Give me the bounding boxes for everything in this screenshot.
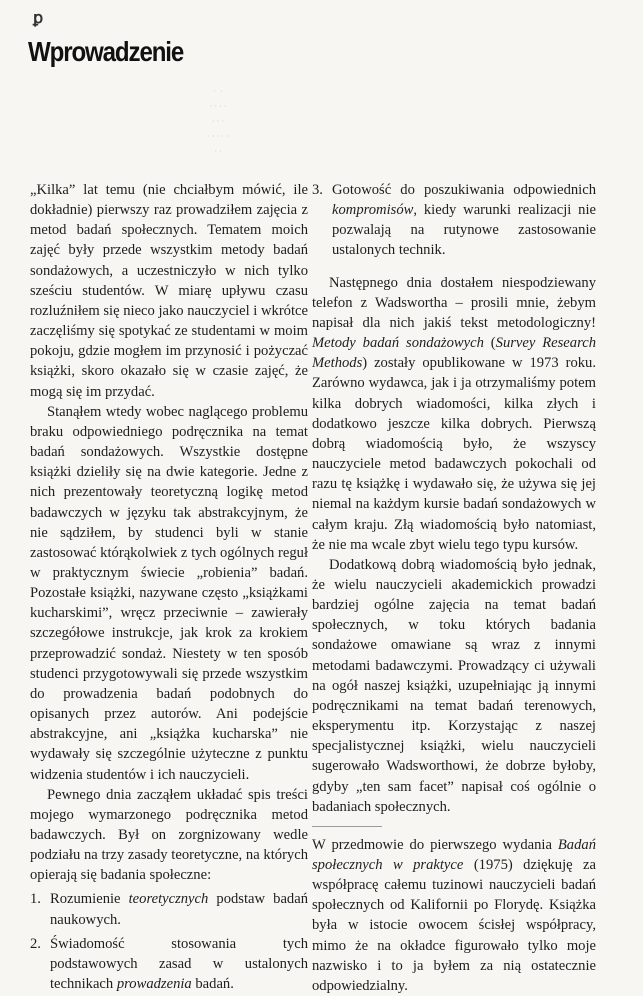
book-title-en: Survey Research Methods [312,335,596,372]
book-title: Badań społecznych w praktyce [312,836,596,873]
paragraph-3: Pewnego dnia zacząłem układać spis treści mojego wymarzonego podręcznika metod badawczych. Był on zorgnizowany wedle podziału na trzy zasady teoretyczne, na których opierają się badania społeczne: [30,786,308,884]
bleed-through-artifact: · · · · · · · · · · · · · · · · [207,87,229,156]
principles-list [30,889,308,994]
list-emphasis: teoretycznych [128,891,209,908]
principles-list-continued [312,180,596,261]
paragraph-5: Dodatkową dobrą wiadomością było jednak, że wielu nauczycieli akademickich prowadzi bardziej ogólne zajęcia na temat badań społecznych, w toku których badania sondażowe omawiane są wraz z innymi metodami badawczymi. Prowadzący ci używali na ogół naszej książki, uzupełniając ją innymi podręcznikami na temat badań terenowych, eksperymentu itp. Korzystając z naszej specjalistycznej książki, wielu nauczycieli sugerowało Wadsworthowi, że dobrze byłoby, gdyby „ten sam facet” napisał coś ogólnie o badaniach społecznych. [312,556,596,815]
paragraph-1: „Kilka” lat temu (nie chciałbym mówić, ile dokładnie) pierwszy raz prowadziłem zajęcia z metod badań społecznych. Tematem moich zajęć były przede wszystkim metody badań sondażowych, a uczestniczyło w nich tylko sześciu studentów. W miarę upływu czasu rozluźniłem się nieco jako nauczyciel i wkrótce zaczęliśmy się spotykać ze studentami w moim pokoju, gdzie mogłem im przynosić i pożyczać książki, skoro okazało się w czasie zajęć, że mogą się im przydać. [30,182,308,400]
list-text: podstaw badań naukowych. [50,891,308,928]
list-item-2 [30,934,308,994]
paragraph-4 [312,273,596,555]
list-item-1 [30,889,308,929]
list-emphasis: prowadzenia [116,976,192,993]
left-column [30,180,308,994]
book-title-pl: Metody badań sondażowych [312,335,484,352]
corner-mark: ꝑ [33,10,44,27]
list-text: Gotowość do poszukiwania odpowiednich [332,182,596,198]
list-number: 1. [30,891,41,908]
list-item-3 [312,180,596,261]
list-emphasis: kompromisów [332,202,414,219]
text-run: (1975) dziękuję za współpracę całemu tuzinowi nauczycieli badań społecznych od Kalifornii po Florydę. Książka była w istocie owocem ścisłej współpracy, mimo że na okładce figurowało tylko moje nazwisko i to ja byłem za nią ostatecznie odpowiedzialny. [312,857,596,994]
text-run: ( [483,335,496,352]
text-run: Następnego dnia dostałem niespodziewany telefon z Wadswortha – prosili mnie, żebym napisał dla nich jakiś tekst metodologiczny! [312,274,596,331]
list-number: 3. [312,182,323,198]
list-text: , kiedy warunki realizacji nie pozwalają na rutynowe zastosowanie ustalonych technik. [332,202,596,259]
list-number: 2. [30,935,41,952]
list-text: badań. [191,976,234,993]
list-text: Świadomość stosowania tych podstawowych zasad w ustalonych technikach [50,935,308,993]
text-run: W przedmowie do pierwszego wydania [312,836,558,853]
right-column [312,180,596,996]
section-divider [312,826,382,827]
list-text: Rozumienie [50,891,129,908]
paragraph-2: Stanąłem wtedy wobec naglącego problemu braku odpowiedniego podręcznika na temat badań sondażowych. Wszystkie dostępne książki dzieliły się na dwie kategorie. Jedne z nich prezentowały teoretyczną logikę metod badawczych w języku tak abstrakcyjnym, że nie sądziłem, by studenci byli w stanie zastosować którąkolwiek z tych ogólnych reguł w praktycznym świecie „robienia” badań. Pozostałe książki, nazywane często „książkami kucharskimi”, wręcz przeciwnie – zawierały szczegółowe instrukcje, jak krok za krokiem przeprowadzić sondaż. Niestety w ten sposób studenci przygotowywali się przede wszystkim do prowadzenia badań podobnych do opisanych przez autorów. Ani podejście abstrakcyjne, ani „książka kucharska” nie wydawały się szczególnie użyteczne z punktu widzenia studentów i ich nauczycieli. [30,403,308,783]
text-run: ) zostały opublikowane w 1973 roku. Zarówno wydawca, jak i ja otrzymaliśmy potem kilka dobrych wiadomości, kilka złych i dodatkowo jeszcze kilka dobrych. Pierwszą dobrą wiadomością było, że wszyscy nauczyciele metod badawczych pokochali od razu tę książkę i wydawało się, że używa się jej niemal na każdym kursie badań sondażowych w całym kraju. Złą wiadomością było natomiast, że nie ma wcale zbyt wielu tego typu kursów. [312,355,596,553]
paragraph-6 [312,835,596,996]
chapter-title: Wprowadzenie [28,36,184,67]
